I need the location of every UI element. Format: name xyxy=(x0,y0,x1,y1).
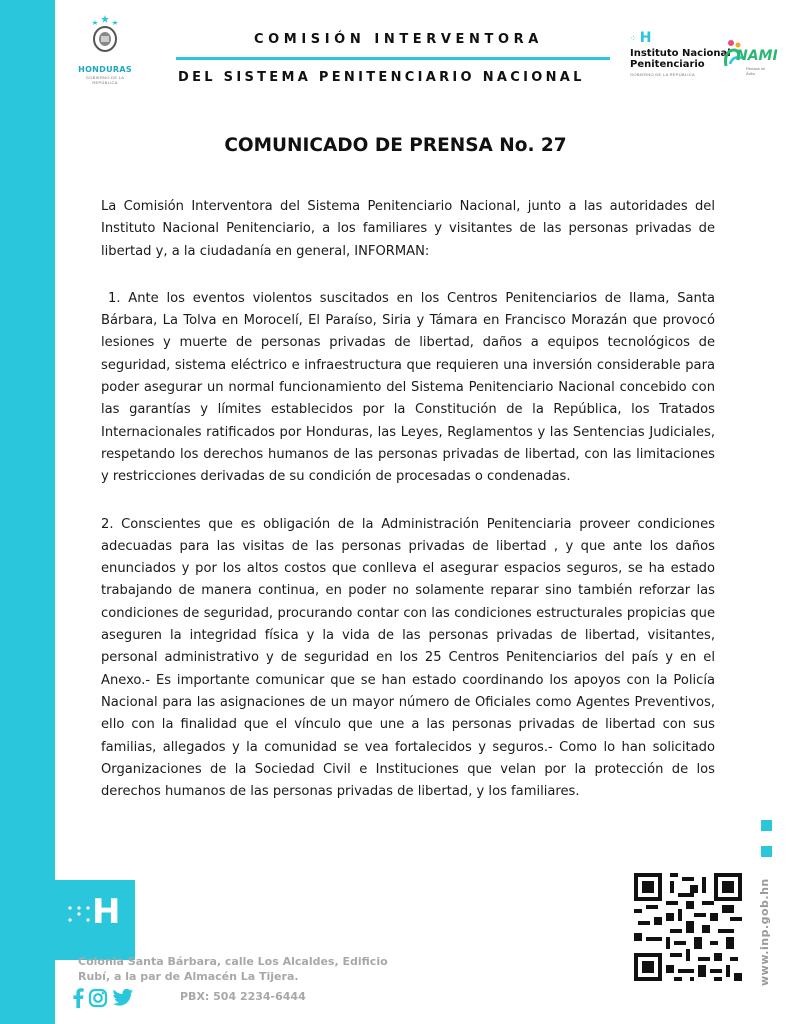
inp-logo-sub: GOBIERNO DE LA REPÚBLICA xyxy=(630,72,695,77)
qr-code xyxy=(634,873,742,981)
instagram-icon[interactable] xyxy=(88,988,108,1008)
footer-address: Colonia Santa Bárbara, calle Los Alcaldes, Edificio Rubí, a la par de Almacén La Tijera. xyxy=(78,955,388,983)
footer-h-letter: H xyxy=(92,892,121,932)
website-text: www.inp.gob.hn xyxy=(758,878,771,986)
accent-square xyxy=(761,846,772,857)
inp-logo-name-line2: Penitenciario xyxy=(630,59,705,70)
website-vertical-text xyxy=(752,868,776,988)
paragraph-1: 1. Ante los eventos violentos suscitados en los Centros Penitenciarios de Ilama, Santa Bárbara, La Tolva en Morocelí, El Paraíso, Siria y Támara en Francisco Morazán que provocó lesiones y muerte de personas privadas de libertad, daños a equipos tecnológicos de seguridad, sistema eléctrico e infraestructura que requieren una inversión considerable para poder asegurar un normal funcionamiento del Sistema Penitenciario Nacional concebido con las garantías y límites establecidos por la Constitución de la República, los Tratados Internacionales ratificados por Honduras, las Leyes, Reglamentos y las Sentencias Judiciales, respetando los derechos humanos de las personas privadas de libertad, con las limitaciones y restricciones derivadas de su condición de procesadas o condenadas. xyxy=(101,290,715,485)
nami-logo-tag: Renace mi Ávila xyxy=(746,66,766,76)
social-icons xyxy=(72,988,134,1008)
document-body xyxy=(101,196,715,828)
nami-logo xyxy=(720,36,778,76)
inp-logo-name-line1: Instituto Nacional xyxy=(630,48,731,59)
honduras-logo xyxy=(74,14,136,85)
honduras-logo-sub: GOBIERNO DE LA REPÚBLICA xyxy=(85,75,125,85)
twitter-icon[interactable] xyxy=(112,988,134,1008)
header-divider xyxy=(176,57,610,60)
header-line-2: DEL SISTEMA PENITENCIARIO NACIONAL xyxy=(178,70,585,85)
inp-h-mark xyxy=(630,30,731,46)
stars-icon xyxy=(66,904,92,924)
coat-of-arms-icon xyxy=(90,14,120,54)
page-title: COMUNICADO DE PRENSA No. 27 xyxy=(224,135,567,156)
paragraph-intro: La Comisión Interventora del Sistema Penitenciario Nacional, junto a las autoridades del Instituto Nacional Penitenciario, a los familiares y visitantes de las personas privadas de libertad y, a la ciudadanía en general, INFORMAN: xyxy=(101,199,715,259)
stars-icon: ⁘ xyxy=(630,33,638,43)
inp-logo-name xyxy=(630,48,731,70)
footer-logo xyxy=(66,892,120,932)
header-line-1: COMISIÓN INTERVENTORA xyxy=(254,32,543,47)
facebook-icon[interactable] xyxy=(72,988,84,1008)
inp-h-letter: H xyxy=(639,30,652,46)
accent-square xyxy=(761,820,772,831)
footer-pbx: PBX: 504 2234-6444 xyxy=(180,990,306,1003)
paragraph-2: 2. Conscientes que es obligación de la Administración Penitenciaria proveer condiciones adecuadas para las visitas de las personas privadas de libertad , y que ante los daños enunciados y por los altos costos que conlleva el asegurar espacios seguros, se ha estado trabajando de manera continua, en poder no solamente reparar sino también reforzar las condiciones de seguridad, procurando contar con las condiciones estructurales propicias que aseguren la integridad física y la vida de las personas privadas de libertad, visitantes, personal administrativo y de seguridad en los 25 Centros Penitenciarios del país y en el Anexo.- Es importante comunicar que se han estado coordinando los apoyos con la Policía Nacional para las asignaciones de un mayor número de Oficiales como Agentes Preventivos, ello con la finalidad que el vínculo que une a las personas privadas de libertad con sus familias, allegados y la comunidad se vea fortalecidos y seguros.- Como lo han solicitado Organizaciones de la Sociedad Civil e Instituciones que velan por la protección de los derechos humanos de las personas privadas de libertad, y los familiares. xyxy=(101,516,715,800)
inp-logo xyxy=(630,30,731,77)
nami-logo-name: NAMI xyxy=(736,48,778,64)
honduras-logo-name: HONDURAS xyxy=(78,65,132,74)
